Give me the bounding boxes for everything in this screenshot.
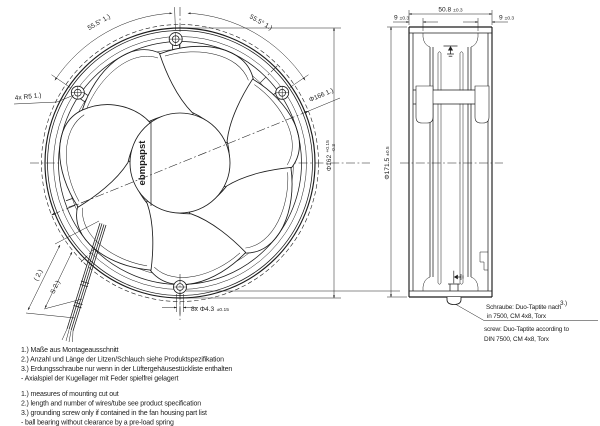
corner-radius-dimension [14, 92, 74, 104]
dim-wire-length-outer: ( 2.) [32, 268, 45, 283]
note-de-3: 3.) Erdungsschraube nur wenn in der Lüftergehäusestückliste enthalten [21, 366, 233, 373]
note-en-1: 1.) measures of mounting cut out [21, 391, 119, 398]
note-de-4: - Axialspiel der Kugellager mit Feder spielfrei gelagert [21, 375, 179, 383]
screw-note-en-2: DIN 7500, CM 4x8, Torx [484, 336, 549, 343]
dim-housing-tol-minus: -0.3 [332, 144, 338, 153]
mid-flange [413, 86, 489, 123]
earth-ground-symbol [444, 46, 458, 56]
screw-note-ref: 3.) [560, 300, 568, 307]
notes-german [21, 347, 232, 383]
dim-housing-diameter: Φ162 [326, 154, 333, 172]
width-dimension [409, 7, 492, 26]
note-en-3: 3.) grounding screw only if contained in the fan housing part list [21, 410, 207, 417]
screw-note-de-1: Schraube: Duo-Taptite nach [486, 304, 562, 311]
dim-hole-diameter: 8x Φ4.3 ±0.15 [191, 306, 229, 313]
dim-flange-diameter: Φ171.5±0.5 [384, 146, 391, 180]
front-view [14, 7, 400, 342]
screw-note-de-2: in 7500, CM 4x8, Torx [487, 313, 546, 320]
note-de-1: 1.) Maße aus Montageausschnitt [21, 347, 119, 354]
hub-logo: ebmpapst [137, 140, 148, 186]
dim-cutout-diameter: Φ166 1.) [308, 87, 335, 104]
grounding-screw [447, 284, 461, 305]
dim-rim-right: 9 ±0.3 [499, 14, 515, 22]
dim-housing-tol-plus: +0.15 [325, 140, 331, 153]
flange-diameter-dimension [384, 27, 407, 297]
dim-angle-right: 55.5° 1.) [248, 13, 274, 32]
dim-corner-radius: 4x R5 1.) [14, 92, 42, 102]
note-en-4: - ball bearing without clearance by a pre-load spring [21, 419, 174, 426]
mounting-hole [71, 86, 84, 99]
notes-english [21, 391, 207, 426]
note-de-2: 2.) Anzahl und Länge der Litzen/Schlauch siehe Produktspezifikation [21, 356, 224, 364]
rim-depth-dimension-right [463, 15, 514, 32]
note-en-2: 2.) length and number of wires/tube see product specification [21, 400, 201, 408]
dim-rim-left: 9 ±0.3 [394, 14, 410, 22]
screw-note-en-1: screw: Duo-Taptite according to [484, 326, 569, 333]
dim-width: 50.8 ±0.3 [438, 6, 463, 14]
screw-note [456, 300, 598, 343]
mounting-hole [276, 86, 289, 99]
dim-angle-left: 55.5° 1.) [86, 13, 112, 32]
rim-depth-dimension-left [393, 15, 438, 32]
earth-ground-symbol-rotated [454, 271, 463, 284]
dim-wire-length-inner: S 2.) [49, 279, 62, 296]
mounting-hole [169, 33, 182, 46]
side-view [384, 7, 598, 344]
housing-section [409, 27, 492, 297]
